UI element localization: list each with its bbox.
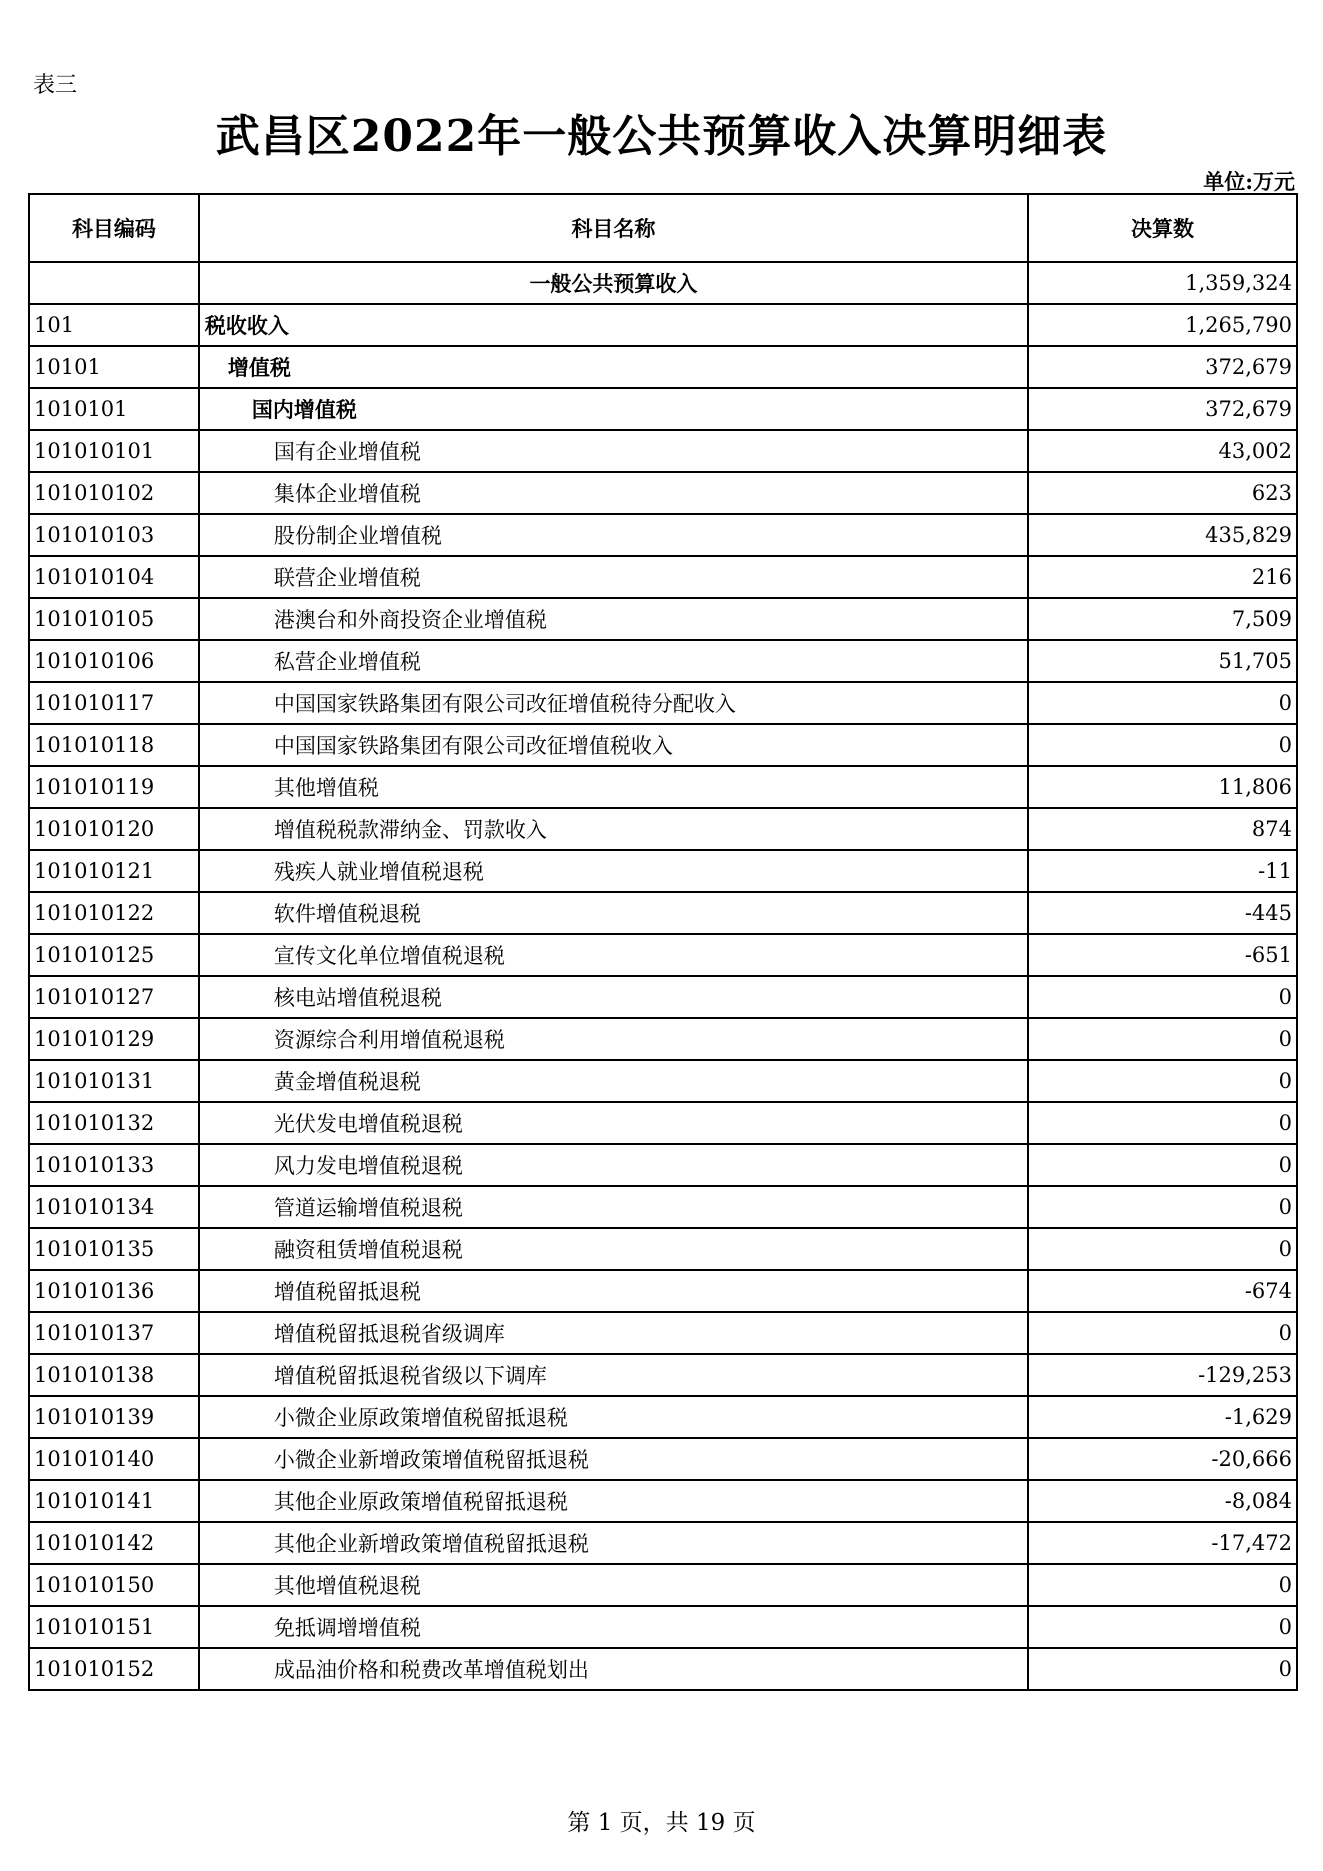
cell-name: 税收收入 <box>199 304 1028 346</box>
table-row <box>29 976 1297 1018</box>
cell-value: 43,002 <box>1028 430 1297 472</box>
cell-name: 光伏发电增值税退税 <box>199 1102 1028 1144</box>
cell-name: 小微企业新增政策增值税留抵退税 <box>199 1438 1028 1480</box>
cell-value: 874 <box>1028 808 1297 850</box>
table-row <box>29 262 1297 304</box>
unit-label: 单位:万元 <box>1203 169 1295 194</box>
cell-name: 私营企业增值税 <box>199 640 1028 682</box>
table-row <box>29 850 1297 892</box>
cell-code: 101010135 <box>29 1228 199 1270</box>
cell-name: 软件增值税退税 <box>199 892 1028 934</box>
cell-code: 101010140 <box>29 1438 199 1480</box>
cell-code: 101010129 <box>29 1018 199 1060</box>
table-row <box>29 934 1297 976</box>
cell-code: 101010117 <box>29 682 199 724</box>
cell-code: 101010118 <box>29 724 199 766</box>
cell-code <box>29 262 199 304</box>
cell-code: 101010141 <box>29 1480 199 1522</box>
cell-code: 101010142 <box>29 1522 199 1564</box>
cell-name: 宣传文化单位增值税退税 <box>199 934 1028 976</box>
cell-code: 101010150 <box>29 1564 199 1606</box>
table-body <box>29 262 1297 1690</box>
cell-name: 一般公共预算收入 <box>199 262 1028 304</box>
cell-value: 11,806 <box>1028 766 1297 808</box>
cell-code: 101010133 <box>29 1144 199 1186</box>
table-row <box>29 1648 1297 1690</box>
cell-value: -1,629 <box>1028 1396 1297 1438</box>
cell-value: 1,265,790 <box>1028 304 1297 346</box>
table-row <box>29 514 1297 556</box>
cell-name: 增值税 <box>199 346 1028 388</box>
table-row <box>29 682 1297 724</box>
cell-value: 0 <box>1028 682 1297 724</box>
cell-value: -674 <box>1028 1270 1297 1312</box>
cell-code: 101010151 <box>29 1606 199 1648</box>
cell-value: -129,253 <box>1028 1354 1297 1396</box>
cell-name: 港澳台和外商投资企业增值税 <box>199 598 1028 640</box>
table-row <box>29 1312 1297 1354</box>
table-row <box>29 388 1297 430</box>
cell-value: 51,705 <box>1028 640 1297 682</box>
table-row <box>29 1480 1297 1522</box>
table-row <box>29 1102 1297 1144</box>
cell-value: 0 <box>1028 1144 1297 1186</box>
cell-value: 435,829 <box>1028 514 1297 556</box>
cell-code: 101010125 <box>29 934 199 976</box>
table-row <box>29 724 1297 766</box>
cell-value: 1,359,324 <box>1028 262 1297 304</box>
cell-code: 101010122 <box>29 892 199 934</box>
cell-name: 其他增值税退税 <box>199 1564 1028 1606</box>
cell-value: 0 <box>1028 724 1297 766</box>
budget-table <box>28 193 1298 1691</box>
cell-value: -11 <box>1028 850 1297 892</box>
table-row <box>29 1606 1297 1648</box>
table-row <box>29 1354 1297 1396</box>
table-row <box>29 808 1297 850</box>
cell-name: 风力发电增值税退税 <box>199 1144 1028 1186</box>
table-row <box>29 1228 1297 1270</box>
header-name: 科目名称 <box>199 194 1028 262</box>
cell-value: 372,679 <box>1028 346 1297 388</box>
cell-value: 0 <box>1028 1060 1297 1102</box>
cell-code: 101010139 <box>29 1396 199 1438</box>
table-row <box>29 304 1297 346</box>
cell-code: 101010102 <box>29 472 199 514</box>
cell-code: 101010120 <box>29 808 199 850</box>
cell-value: 0 <box>1028 1186 1297 1228</box>
cell-name: 联营企业增值税 <box>199 556 1028 598</box>
cell-name: 其他企业原政策增值税留抵退税 <box>199 1480 1028 1522</box>
cell-name: 中国国家铁路集团有限公司改征增值税待分配收入 <box>199 682 1028 724</box>
cell-value: -651 <box>1028 934 1297 976</box>
table-row <box>29 1144 1297 1186</box>
cell-code: 101010104 <box>29 556 199 598</box>
cell-value: 0 <box>1028 1648 1297 1690</box>
table-row <box>29 892 1297 934</box>
table-row <box>29 766 1297 808</box>
cell-name: 融资租赁增值税退税 <box>199 1228 1028 1270</box>
table-row <box>29 1270 1297 1312</box>
cell-name: 其他增值税 <box>199 766 1028 808</box>
cell-code: 101010101 <box>29 430 199 472</box>
header-code: 科目编码 <box>29 194 199 262</box>
cell-name: 管道运输增值税退税 <box>199 1186 1028 1228</box>
cell-value: 372,679 <box>1028 388 1297 430</box>
table-row <box>29 1438 1297 1480</box>
cell-code: 101010134 <box>29 1186 199 1228</box>
cell-value: -8,084 <box>1028 1480 1297 1522</box>
table-row <box>29 1396 1297 1438</box>
page-label: 表三 <box>33 73 78 98</box>
cell-name: 黄金增值税退税 <box>199 1060 1028 1102</box>
cell-name: 增值税留抵退税省级调库 <box>199 1312 1028 1354</box>
header-value: 决算数 <box>1028 194 1297 262</box>
cell-name: 集体企业增值税 <box>199 472 1028 514</box>
table-row <box>29 556 1297 598</box>
cell-code: 101010127 <box>29 976 199 1018</box>
cell-value: 0 <box>1028 1102 1297 1144</box>
cell-value: 0 <box>1028 1606 1297 1648</box>
cell-code: 101010131 <box>29 1060 199 1102</box>
table-row <box>29 598 1297 640</box>
cell-value: 0 <box>1028 1312 1297 1354</box>
cell-name: 免抵调增增值税 <box>199 1606 1028 1648</box>
cell-name: 核电站增值税退税 <box>199 976 1028 1018</box>
table-row <box>29 1186 1297 1228</box>
cell-code: 101010132 <box>29 1102 199 1144</box>
table-row <box>29 1564 1297 1606</box>
table-row <box>29 472 1297 514</box>
cell-value: 7,509 <box>1028 598 1297 640</box>
header-row <box>29 194 1297 262</box>
table-row <box>29 1522 1297 1564</box>
cell-value: 0 <box>1028 1564 1297 1606</box>
cell-name: 残疾人就业增值税退税 <box>199 850 1028 892</box>
cell-name: 成品油价格和税费改革增值税划出 <box>199 1648 1028 1690</box>
cell-value: 216 <box>1028 556 1297 598</box>
cell-name: 国有企业增值税 <box>199 430 1028 472</box>
cell-code: 101010136 <box>29 1270 199 1312</box>
cell-code: 101010121 <box>29 850 199 892</box>
cell-name: 资源综合利用增值税退税 <box>199 1018 1028 1060</box>
cell-name: 小微企业原政策增值税留抵退税 <box>199 1396 1028 1438</box>
cell-code: 101010138 <box>29 1354 199 1396</box>
cell-code: 10101 <box>29 346 199 388</box>
cell-code: 101 <box>29 304 199 346</box>
cell-value: -17,472 <box>1028 1522 1297 1564</box>
cell-name: 中国国家铁路集团有限公司改征增值税收入 <box>199 724 1028 766</box>
cell-value: 0 <box>1028 1018 1297 1060</box>
cell-name: 增值税留抵退税省级以下调库 <box>199 1354 1028 1396</box>
cell-value: -20,666 <box>1028 1438 1297 1480</box>
cell-code: 101010103 <box>29 514 199 556</box>
cell-code: 1010101 <box>29 388 199 430</box>
cell-code: 101010105 <box>29 598 199 640</box>
table-row <box>29 1060 1297 1102</box>
table-header <box>29 194 1297 262</box>
cell-name: 其他企业新增政策增值税留抵退税 <box>199 1522 1028 1564</box>
cell-code: 101010106 <box>29 640 199 682</box>
cell-code: 101010137 <box>29 1312 199 1354</box>
cell-value: -445 <box>1028 892 1297 934</box>
cell-name: 国内增值税 <box>199 388 1028 430</box>
cell-code: 101010152 <box>29 1648 199 1690</box>
table-row <box>29 346 1297 388</box>
cell-value: 0 <box>1028 976 1297 1018</box>
cell-value: 0 <box>1028 1228 1297 1270</box>
cell-name: 增值税留抵退税 <box>199 1270 1028 1312</box>
page-footer: 第 1 页，共 19 页 <box>567 1810 756 1836</box>
cell-name: 股份制企业增值税 <box>199 514 1028 556</box>
table-row <box>29 430 1297 472</box>
table-row <box>29 1018 1297 1060</box>
cell-value: 623 <box>1028 472 1297 514</box>
page-title: 武昌区2022年一般公共预算收入决算明细表 <box>215 111 1108 162</box>
cell-code: 101010119 <box>29 766 199 808</box>
table-row <box>29 640 1297 682</box>
cell-name: 增值税税款滞纳金、罚款收入 <box>199 808 1028 850</box>
